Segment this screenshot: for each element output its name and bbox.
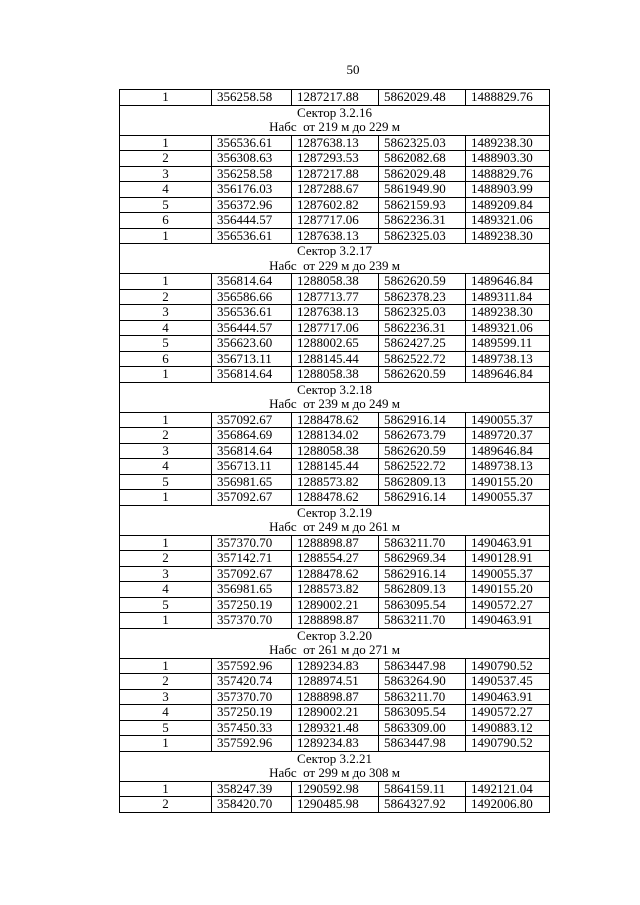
point-number-cell: 5 [120, 336, 212, 352]
coord-a-cell: 357092.67 [212, 412, 292, 428]
table-row [120, 720, 550, 736]
coord-c-cell: 5862969.34 [379, 551, 466, 567]
sector-title-row [120, 628, 550, 643]
coord-d-cell: 1489311.84 [466, 289, 550, 305]
coord-d-cell: 1489720.37 [466, 428, 550, 444]
coord-b-cell: 1290485.98 [292, 797, 379, 813]
coord-b-cell: 1288478.62 [292, 490, 379, 506]
coord-c-cell: 5862809.13 [379, 474, 466, 490]
coord-d-cell: 1489238.30 [466, 135, 550, 151]
coord-d-cell: 1489738.13 [466, 351, 550, 367]
table-row [120, 135, 550, 151]
coord-a-cell: 356258.58 [212, 90, 292, 106]
coord-a-cell: 356814.64 [212, 443, 292, 459]
coord-d-cell: 1490790.52 [466, 736, 550, 752]
coord-c-cell: 5862916.14 [379, 566, 466, 582]
coord-c-cell: 5863211.70 [379, 613, 466, 629]
sector-height-range: Набс от 299 м до 308 м [120, 766, 550, 781]
point-number-cell: 4 [120, 320, 212, 336]
coord-a-cell: 357592.96 [212, 736, 292, 752]
point-number-cell: 4 [120, 582, 212, 598]
coord-a-cell: 357450.33 [212, 720, 292, 736]
coordinates-table-body [120, 90, 550, 813]
point-number-cell: 5 [120, 474, 212, 490]
point-number-cell: 6 [120, 213, 212, 229]
coord-d-cell: 1490055.37 [466, 412, 550, 428]
coord-b-cell: 1288898.87 [292, 535, 379, 551]
point-number-cell: 3 [120, 166, 212, 182]
coord-d-cell: 1492006.80 [466, 797, 550, 813]
coord-a-cell: 357250.19 [212, 705, 292, 721]
coord-c-cell: 5864327.92 [379, 797, 466, 813]
coord-b-cell: 1288573.82 [292, 474, 379, 490]
coord-b-cell: 1288974.51 [292, 674, 379, 690]
table-row [120, 705, 550, 721]
table-row [120, 551, 550, 567]
coord-b-cell: 1287288.67 [292, 182, 379, 198]
coord-a-cell: 357370.70 [212, 613, 292, 629]
coord-c-cell: 5862620.59 [379, 274, 466, 290]
coord-d-cell: 1489321.06 [466, 213, 550, 229]
coord-d-cell: 1490055.37 [466, 490, 550, 506]
sector-title-row [120, 751, 550, 766]
coord-b-cell: 1289321.48 [292, 720, 379, 736]
point-number-cell: 1 [120, 613, 212, 629]
coord-a-cell: 356586.66 [212, 289, 292, 305]
coord-b-cell: 1288573.82 [292, 582, 379, 598]
coord-b-cell: 1288134.02 [292, 428, 379, 444]
coord-c-cell: 5862916.14 [379, 490, 466, 506]
sector-height-range: Набс от 261 м до 271 м [120, 643, 550, 658]
coord-c-cell: 5862378.23 [379, 289, 466, 305]
coord-a-cell: 356814.64 [212, 367, 292, 383]
coord-c-cell: 5863264.90 [379, 674, 466, 690]
coord-a-cell: 357370.70 [212, 689, 292, 705]
sector-range-row [120, 120, 550, 135]
sector-title-row [120, 244, 550, 259]
coord-d-cell: 1489738.13 [466, 459, 550, 475]
coord-d-cell: 1489646.84 [466, 367, 550, 383]
table-row [120, 597, 550, 613]
coord-b-cell: 1287293.53 [292, 151, 379, 167]
point-number-cell: 1 [120, 135, 212, 151]
coord-c-cell: 5862236.31 [379, 320, 466, 336]
sector-title: Сектор 3.2.20 [120, 628, 550, 643]
coord-b-cell: 1288002.65 [292, 336, 379, 352]
point-number-cell: 1 [120, 274, 212, 290]
sector-height-range: Набс от 229 м до 239 м [120, 259, 550, 274]
coord-a-cell: 357592.96 [212, 658, 292, 674]
point-number-cell: 1 [120, 367, 212, 383]
point-number-cell: 5 [120, 720, 212, 736]
coord-b-cell: 1287638.13 [292, 135, 379, 151]
point-number-cell: 4 [120, 705, 212, 721]
coord-a-cell: 356864.69 [212, 428, 292, 444]
coord-a-cell: 356981.65 [212, 474, 292, 490]
table-row [120, 658, 550, 674]
coord-b-cell: 1288898.87 [292, 613, 379, 629]
point-number-cell: 2 [120, 289, 212, 305]
point-number-cell: 4 [120, 459, 212, 475]
coord-c-cell: 5862325.03 [379, 305, 466, 321]
coord-c-cell: 5863211.70 [379, 535, 466, 551]
coord-a-cell: 356444.57 [212, 320, 292, 336]
coord-c-cell: 5862522.72 [379, 351, 466, 367]
coord-b-cell: 1287217.88 [292, 166, 379, 182]
sector-height-range: Набс от 239 м до 249 м [120, 397, 550, 412]
point-number-cell: 6 [120, 351, 212, 367]
coord-c-cell: 5862522.72 [379, 459, 466, 475]
coord-d-cell: 1490790.52 [466, 658, 550, 674]
sector-range-row [120, 520, 550, 535]
coord-b-cell: 1288058.38 [292, 367, 379, 383]
coord-c-cell: 5862916.14 [379, 412, 466, 428]
point-number-cell: 3 [120, 305, 212, 321]
coord-d-cell: 1488903.30 [466, 151, 550, 167]
coord-c-cell: 5862673.79 [379, 428, 466, 444]
coord-b-cell: 1289234.83 [292, 658, 379, 674]
point-number-cell: 1 [120, 90, 212, 106]
coord-c-cell: 5863447.98 [379, 736, 466, 752]
sector-height-range: Набс от 219 м до 229 м [120, 120, 550, 135]
coord-c-cell: 5863095.54 [379, 597, 466, 613]
table-row [120, 182, 550, 198]
table-row [120, 90, 550, 106]
sector-title: Сектор 3.2.19 [120, 505, 550, 520]
coord-d-cell: 1490155.20 [466, 582, 550, 598]
table-row [120, 566, 550, 582]
coord-d-cell: 1489238.30 [466, 228, 550, 244]
coord-a-cell: 358247.39 [212, 781, 292, 797]
point-number-cell: 1 [120, 412, 212, 428]
coord-a-cell: 357370.70 [212, 535, 292, 551]
point-number-cell: 2 [120, 797, 212, 813]
coord-c-cell: 5862325.03 [379, 228, 466, 244]
coord-d-cell: 1488829.76 [466, 166, 550, 182]
table-row [120, 213, 550, 229]
coord-c-cell: 5862809.13 [379, 582, 466, 598]
coord-b-cell: 1288145.44 [292, 351, 379, 367]
point-number-cell: 2 [120, 674, 212, 690]
coord-a-cell: 356372.96 [212, 197, 292, 213]
coord-b-cell: 1287638.13 [292, 228, 379, 244]
table-row [120, 428, 550, 444]
table-row [120, 305, 550, 321]
table-row [120, 228, 550, 244]
coord-b-cell: 1288145.44 [292, 459, 379, 475]
coord-b-cell: 1289002.21 [292, 705, 379, 721]
coord-a-cell: 356981.65 [212, 582, 292, 598]
coord-b-cell: 1289002.21 [292, 597, 379, 613]
table-row [120, 351, 550, 367]
coord-b-cell: 1287713.77 [292, 289, 379, 305]
sector-title-row [120, 382, 550, 397]
coordinates-table [119, 89, 550, 813]
coord-d-cell: 1490572.27 [466, 597, 550, 613]
sector-title: Сектор 3.2.16 [120, 105, 550, 120]
coord-d-cell: 1490883.12 [466, 720, 550, 736]
table-row [120, 274, 550, 290]
point-number-cell: 3 [120, 566, 212, 582]
coord-b-cell: 1289234.83 [292, 736, 379, 752]
point-number-cell: 1 [120, 490, 212, 506]
point-number-cell: 2 [120, 428, 212, 444]
table-row [120, 443, 550, 459]
coord-a-cell: 356623.60 [212, 336, 292, 352]
point-number-cell: 1 [120, 228, 212, 244]
table-row [120, 490, 550, 506]
point-number-cell: 3 [120, 443, 212, 459]
coord-d-cell: 1488903.99 [466, 182, 550, 198]
coord-d-cell: 1490463.91 [466, 613, 550, 629]
point-number-cell: 2 [120, 551, 212, 567]
table-row [120, 320, 550, 336]
coord-d-cell: 1490463.91 [466, 689, 550, 705]
coord-d-cell: 1490537.45 [466, 674, 550, 690]
coord-d-cell: 1488829.76 [466, 90, 550, 106]
table-row [120, 781, 550, 797]
coord-b-cell: 1290592.98 [292, 781, 379, 797]
coord-d-cell: 1490572.27 [466, 705, 550, 721]
coord-a-cell: 356176.03 [212, 182, 292, 198]
point-number-cell: 4 [120, 182, 212, 198]
coord-a-cell: 358420.70 [212, 797, 292, 813]
sector-title-row [120, 505, 550, 520]
coord-b-cell: 1288058.38 [292, 274, 379, 290]
table-row [120, 166, 550, 182]
table-row [120, 582, 550, 598]
sector-title: Сектор 3.2.21 [120, 751, 550, 766]
table-row [120, 474, 550, 490]
point-number-cell: 1 [120, 535, 212, 551]
coord-d-cell: 1489646.84 [466, 443, 550, 459]
coord-b-cell: 1287717.06 [292, 213, 379, 229]
table-row [120, 674, 550, 690]
coord-a-cell: 356536.61 [212, 228, 292, 244]
table-row [120, 336, 550, 352]
coord-d-cell: 1490055.37 [466, 566, 550, 582]
sector-height-range: Набс от 249 м до 261 м [120, 520, 550, 535]
table-row [120, 459, 550, 475]
sector-range-row [120, 397, 550, 412]
coord-c-cell: 5863309.00 [379, 720, 466, 736]
coord-d-cell: 1489646.84 [466, 274, 550, 290]
coord-d-cell: 1489321.06 [466, 320, 550, 336]
sector-title: Сектор 3.2.18 [120, 382, 550, 397]
coord-b-cell: 1288554.27 [292, 551, 379, 567]
coord-a-cell: 356444.57 [212, 213, 292, 229]
coord-c-cell: 5862620.59 [379, 367, 466, 383]
coord-a-cell: 357250.19 [212, 597, 292, 613]
coord-c-cell: 5864159.11 [379, 781, 466, 797]
point-number-cell: 1 [120, 781, 212, 797]
coord-b-cell: 1288898.87 [292, 689, 379, 705]
coord-a-cell: 356308.63 [212, 151, 292, 167]
table-row [120, 412, 550, 428]
coord-c-cell: 5861949.90 [379, 182, 466, 198]
coord-a-cell: 356713.11 [212, 459, 292, 475]
point-number-cell: 3 [120, 689, 212, 705]
coord-b-cell: 1288478.62 [292, 566, 379, 582]
point-number-cell: 1 [120, 736, 212, 752]
coord-b-cell: 1288058.38 [292, 443, 379, 459]
coord-d-cell: 1490463.91 [466, 535, 550, 551]
coord-a-cell: 356713.11 [212, 351, 292, 367]
table-row [120, 535, 550, 551]
coord-c-cell: 5863447.98 [379, 658, 466, 674]
point-number-cell: 1 [120, 658, 212, 674]
coord-d-cell: 1489209.84 [466, 197, 550, 213]
sector-range-row [120, 766, 550, 781]
coord-b-cell: 1287638.13 [292, 305, 379, 321]
coord-c-cell: 5862620.59 [379, 443, 466, 459]
sector-title-row [120, 105, 550, 120]
sector-range-row [120, 643, 550, 658]
table-row [120, 736, 550, 752]
coord-a-cell: 357420.74 [212, 674, 292, 690]
coord-a-cell: 356814.64 [212, 274, 292, 290]
coord-c-cell: 5862427.25 [379, 336, 466, 352]
coord-c-cell: 5862325.03 [379, 135, 466, 151]
coord-d-cell: 1490128.91 [466, 551, 550, 567]
coord-b-cell: 1288478.62 [292, 412, 379, 428]
coord-d-cell: 1492121.04 [466, 781, 550, 797]
coord-d-cell: 1489238.30 [466, 305, 550, 321]
coord-b-cell: 1287717.06 [292, 320, 379, 336]
coord-a-cell: 357142.71 [212, 551, 292, 567]
point-number-cell: 5 [120, 197, 212, 213]
coord-d-cell: 1490155.20 [466, 474, 550, 490]
point-number-cell: 2 [120, 151, 212, 167]
coord-a-cell: 356258.58 [212, 166, 292, 182]
table-row [120, 289, 550, 305]
coord-c-cell: 5863095.54 [379, 705, 466, 721]
coord-d-cell: 1489599.11 [466, 336, 550, 352]
coord-c-cell: 5862029.48 [379, 166, 466, 182]
coord-b-cell: 1287217.88 [292, 90, 379, 106]
sector-title: Сектор 3.2.17 [120, 244, 550, 259]
coord-c-cell: 5862029.48 [379, 90, 466, 106]
coord-b-cell: 1287602.82 [292, 197, 379, 213]
point-number-cell: 5 [120, 597, 212, 613]
table-row [120, 797, 550, 813]
coord-a-cell: 357092.67 [212, 566, 292, 582]
page-number: 50 [346, 62, 360, 77]
coord-c-cell: 5863211.70 [379, 689, 466, 705]
table-row [120, 367, 550, 383]
coord-c-cell: 5862236.31 [379, 213, 466, 229]
coord-c-cell: 5862082.68 [379, 151, 466, 167]
table-row [120, 689, 550, 705]
table-row [120, 151, 550, 167]
coord-c-cell: 5862159.93 [379, 197, 466, 213]
coord-a-cell: 357092.67 [212, 490, 292, 506]
coord-a-cell: 356536.61 [212, 305, 292, 321]
table-row [120, 613, 550, 629]
coord-a-cell: 356536.61 [212, 135, 292, 151]
table-row [120, 197, 550, 213]
sector-range-row [120, 259, 550, 274]
